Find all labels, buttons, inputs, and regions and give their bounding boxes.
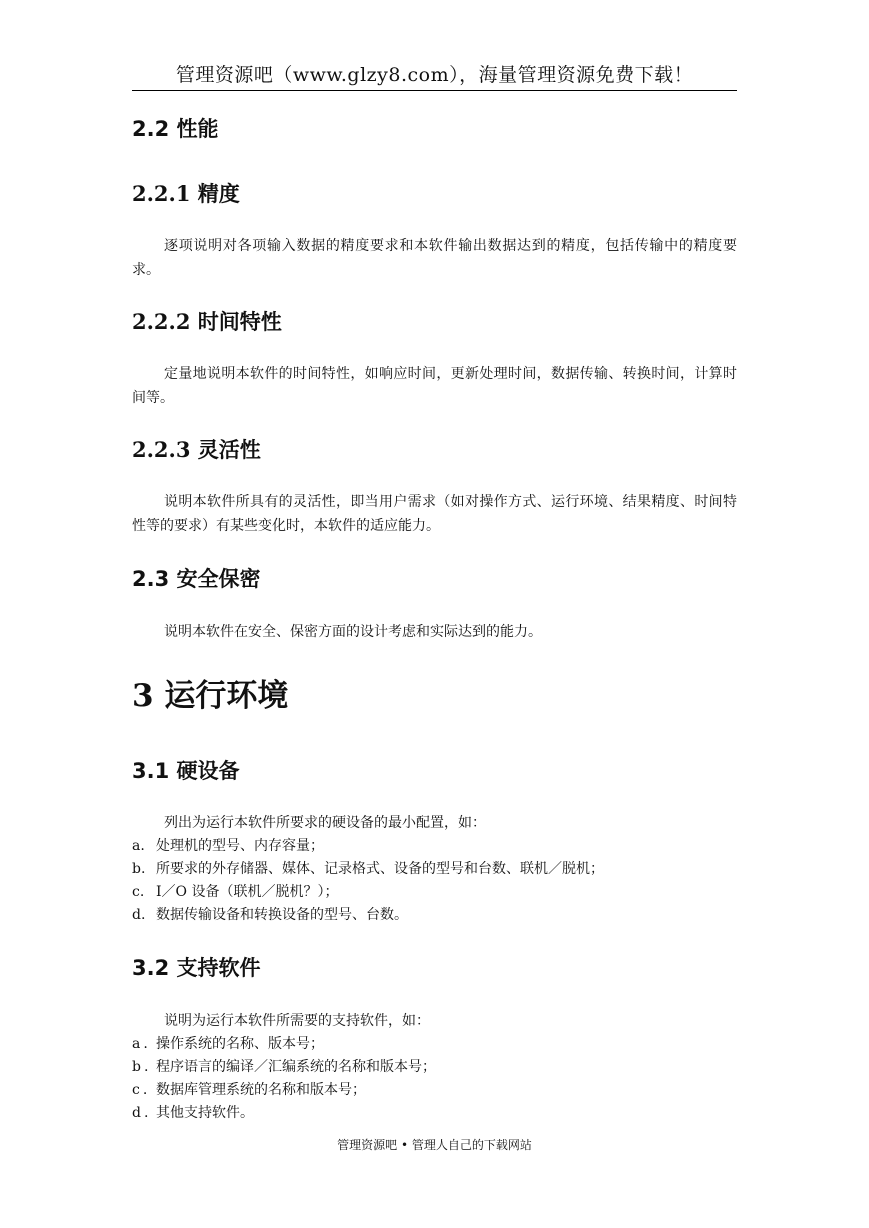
list-item: [132, 905, 408, 925]
section-heading-2-2: 2.2 性能: [132, 117, 219, 141]
list-text: I／O 设备（联机／脱机？）；: [156, 884, 339, 900]
list-item: [132, 859, 604, 879]
list-text: 所要求的外存储器、媒体、记录格式、设备的型号和台数、联机／脱机；: [156, 861, 604, 877]
list-item: [132, 1080, 366, 1100]
list-text: 程序语言的编译／汇编系统的名称和版本号；: [156, 1059, 436, 1075]
list-item: [132, 836, 324, 856]
list-marker: a.: [132, 838, 145, 854]
list-item: [132, 882, 338, 902]
list-text: 操作系统的名称、版本号；: [156, 1036, 324, 1052]
section-heading-2-3: 2.3 安全保密: [132, 567, 261, 591]
list-item: [132, 1034, 324, 1054]
list-text: 数据传输设备和转换设备的型号、台数。: [156, 907, 408, 923]
section-heading-3-1: 3.1 硬设备: [132, 759, 240, 783]
list-item: [132, 1103, 254, 1123]
section-heading-3-2: 3.2 支持软件: [132, 956, 261, 980]
list-text: 数据库管理系统的名称和版本号；: [156, 1082, 366, 1098]
list-marker: d.: [132, 1105, 152, 1121]
header-rule: [132, 90, 737, 91]
section-heading-2-2-2: 2.2.2 时间特性: [132, 309, 282, 334]
list-marker: c.: [132, 884, 145, 900]
list-marker: a.: [132, 1036, 151, 1052]
list-marker: b.: [132, 861, 146, 877]
paragraph-2-2-2: 定量地说明本软件的时间特性，如响应时间，更新处理时间，数据传输、转换时间，计算时间等。: [132, 366, 737, 406]
list-text: 处理机的型号、内存容量；: [156, 838, 324, 854]
page-header: 管理资源吧（www.glzy8.com），海量管理资源免费下载！: [175, 64, 694, 86]
paragraph-2-2-3: 说明本软件所具有的灵活性，即当用户需求（如对操作方式、运行环境、结果精度、时间特性等的要求）有某些变化时，本软件的适应能力。: [132, 494, 737, 534]
paragraph-2-2-1: 逐项说明对各项输入数据的精度要求和本软件输出数据达到的精度，包括传输中的精度要求。: [132, 238, 737, 278]
section-heading-2-2-1: 2.2.1 精度: [132, 181, 240, 206]
list-marker: c.: [132, 1082, 151, 1098]
list-marker: d.: [132, 907, 146, 923]
list-marker: b.: [132, 1059, 152, 1075]
chapter-heading-3: 3 运行环境: [132, 678, 289, 714]
hardware-intro: 列出为运行本软件所要求的硬设备的最小配置，如：: [164, 815, 486, 831]
software-intro: 说明为运行本软件所需要的支持软件，如：: [164, 1013, 430, 1029]
list-item: [132, 1057, 436, 1077]
section-heading-2-2-3: 2.2.3 灵活性: [132, 437, 261, 462]
list-text: 其他支持软件。: [156, 1105, 254, 1121]
page-footer: 管理资源吧 • 管理人自己的下载网站: [337, 1138, 532, 1152]
paragraph-2-3: 说明本软件在安全、保密方面的设计考虑和实际达到的能力。: [164, 624, 542, 640]
